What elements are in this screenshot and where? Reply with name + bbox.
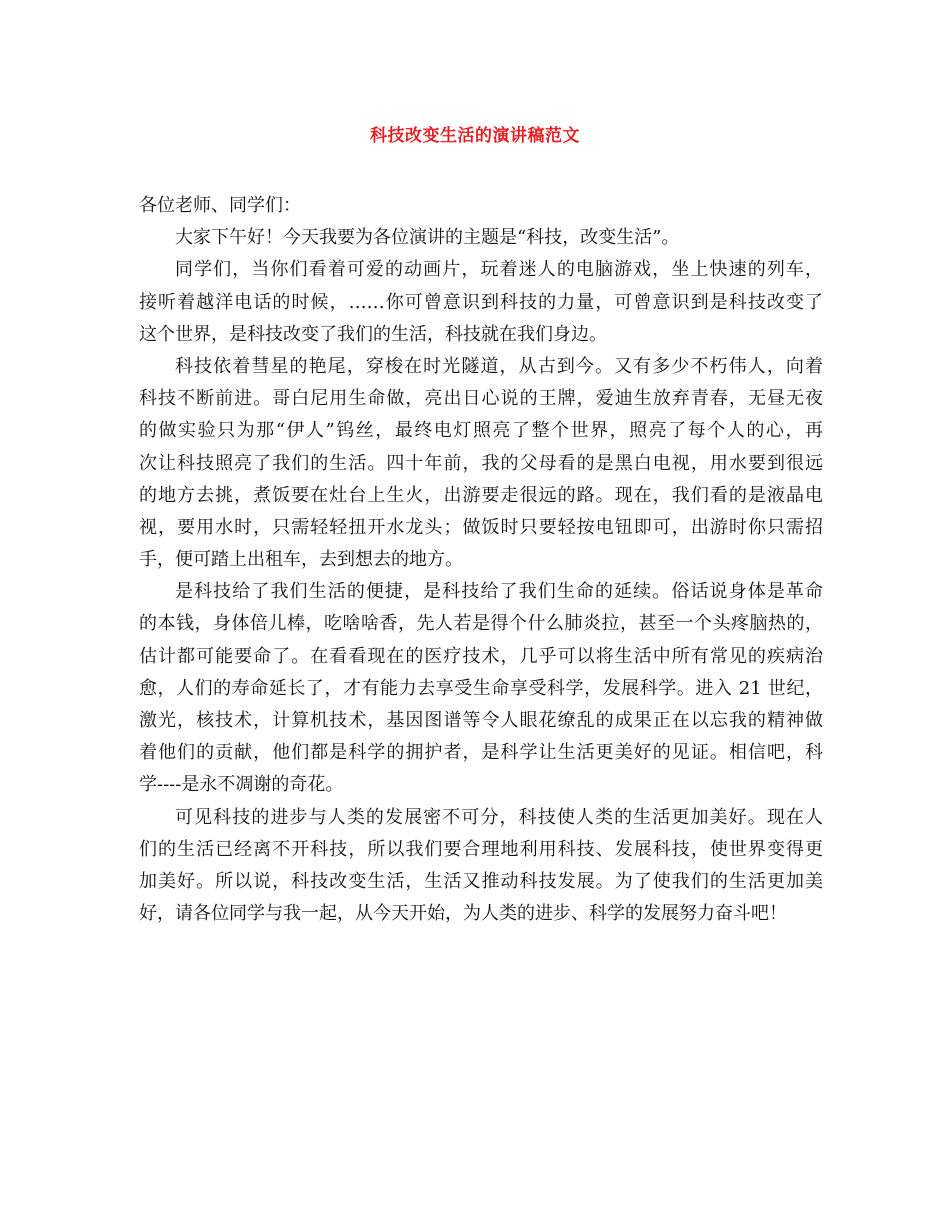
- paragraph-line: 次让科技照亮了我们的生活。四十年前，我的父母看的是黑白电视，用水要到很远: [139, 452, 823, 474]
- paragraph-line: 加美好。所以说，科技改变生活，生活又推动科技发展。为了使我们的生活更加美: [139, 870, 823, 892]
- document-title: 科技改变生活的演讲稿范文: [370, 126, 580, 146]
- greeting: 各位老师、同学们：: [139, 195, 301, 216]
- paragraph-line: 愈，人们的寿命延长了，才有能力去享受生命享受科学，发展科学。进入 21 世纪，: [139, 677, 823, 699]
- paragraph-line: 激光，核技术，计算机技术，基因图谱等令人眼花缭乱的成果正在以忘我的精神做: [139, 710, 823, 731]
- paragraph-line: 着他们的贡献，他们都是科学的拥护者，是科学让生活更美好的见证。相信吧，科: [139, 742, 823, 764]
- paragraph-line: 们的生活已经离不开科技，所以我们要合理地利用科技、发展科技，使世界变得更: [139, 838, 823, 860]
- paragraph-line: 这个世界，是科技改变了我们的生活，科技就在我们身边。: [139, 323, 607, 345]
- paragraph-line: 是科技给了我们生活的便捷，是科技给了我们生命的延续。俗话说身体是革命: [175, 581, 823, 603]
- paragraph-line: 同学们，当你们看着可爱的动画片，玩着迷人的电脑游戏，坐上快速的列车，: [175, 259, 823, 281]
- paragraph-line: 好，请各位同学与我一起，从今天开始，为人类的进步、科学的发展努力奋斗吧！: [139, 903, 787, 925]
- paragraph-line: 学----是永不凋谢的奇花。: [139, 774, 344, 796]
- paragraph-line: 手，便可踏上出租车，去到想去的地方。: [139, 549, 463, 571]
- paragraph-line: 的做实验只为那“伊人”钨丝，最终电灯照亮了整个世界，照亮了每个人的心，再: [139, 420, 823, 442]
- document-body: [139, 190, 823, 930]
- paragraph-line: 视，要用水时，只需轻轻扭开水龙头；做饭时只要轻按电钮即可，出游时你只需招: [139, 516, 823, 538]
- paragraph-line: 科技不断前进。哥白尼用生命做，亮出日心说的王牌，爱迪生放弃青春，无昼无夜: [139, 388, 823, 410]
- paragraph-line: 的地方去挑，煮饭要在灶台上生火，出游要走很远的路。现在，我们看的是液晶电: [139, 484, 823, 506]
- paragraph-line: 估计都可能要命了。在看看现在的医疗技术，几乎可以将生活中所有常见的疾病治: [139, 645, 823, 667]
- paragraph-line: 的本钱，身体倍儿棒，吃啥啥香，先人若是得个什么肺炎拉，甚至一个头疼脑热的，: [139, 613, 823, 635]
- paragraph-line: 接听着越洋电话的时候，……你可曾意识到科技的力量，可曾意识到是科技改变了: [139, 291, 823, 313]
- paragraph-line: 大家下午好！今天我要为各位演讲的主题是“科技，改变生活”。: [175, 227, 680, 249]
- paragraph-line: 可见科技的进步与人类的发展密不可分，科技使人类的生活更加美好。现在人: [175, 806, 823, 828]
- paragraph-line: 科技依着彗星的艳尾，穿梭在时光隧道，从古到今。又有多少不朽伟人，向着: [175, 355, 823, 377]
